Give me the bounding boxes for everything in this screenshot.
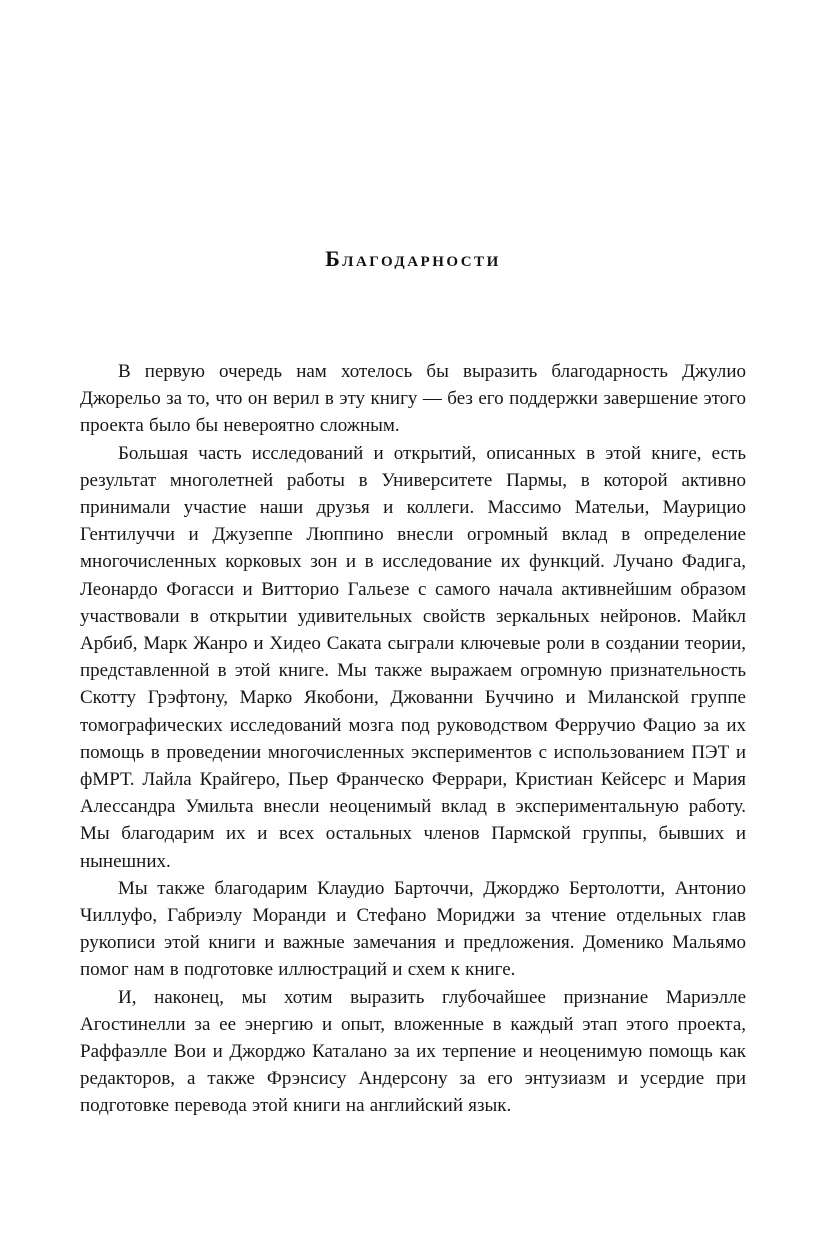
chapter-title: Благодарности xyxy=(325,246,501,271)
paragraph-4: И, наконец, мы хотим выразить глубочайшее признание Мариэлле Агостинелли за ее энергию и опыт, вложенные в каждый этап этого проекта, Раффаэлле Вои и Джорджо Каталано за их терпение и неоценимую помощь как редакторов, а также Фрэнсису Андерсону за его энтузиазм и усердие при подготовке перевода этой книги на английский язык. xyxy=(80,986,746,1117)
paragraph-2: Большая часть исследований и открытий, описанных в этой книге, есть результат многолетней работы в Университете Пармы, в которой активно принимали участие наши друзья и коллеги. Массимо Мательи, Маурицио Гентилуччи и Джузеппе Люппино внесли огромный вклад в определение многочисленных корковых зон и в исследование их функций. Лучано Фадига, Леонардо Фогасси и Витторио Гальезе с самого начала активнейшим образом участвовали в открытии удивительных свойств зеркальных нейронов. Майкл Арбиб, Марк Жанро и Хидео Саката сыграли ключевые роли в создании теории, представленной в этой книге. Мы также выражаем огромную признательность Скотту Грэфтону, Марко Якобони, Джованни Буччино и Миланской группе томографических исследований мозга под руководством Ферручио Фацио за их помощь в проведении многочисленных экспериментов с использованием ПЭТ и фМРТ. Лайла Крайгеро, Пьер Франческо Феррари, Кристиан Кейсерс и Мария Алессандра Умильта внесли неоценимый вклад в экспериментальную работу. Мы благодарим их и всех остальных членов Пармской группы, бывших и нынешних. xyxy=(80,442,746,872)
chapter-body xyxy=(80,358,746,1120)
paragraph-1: В первую очередь нам хотелось бы выразить благодарность Джулио Джорельо за то, что он верил в эту книгу — без его поддержки завершение этого проекта было бы невероятно сложным. xyxy=(80,361,746,437)
paragraph-3: Мы также благодарим Клаудио Барточчи, Джорджо Бертолотти, Антонио Чиллуфо, Габриэлу Моранди и Стефано Мориджи за чтение отдельных глав рукописи этой книги и важные замечания и предложения. Доменико Мальямо помог нам в подготовке иллюстраций и схем к книге. xyxy=(80,877,746,981)
